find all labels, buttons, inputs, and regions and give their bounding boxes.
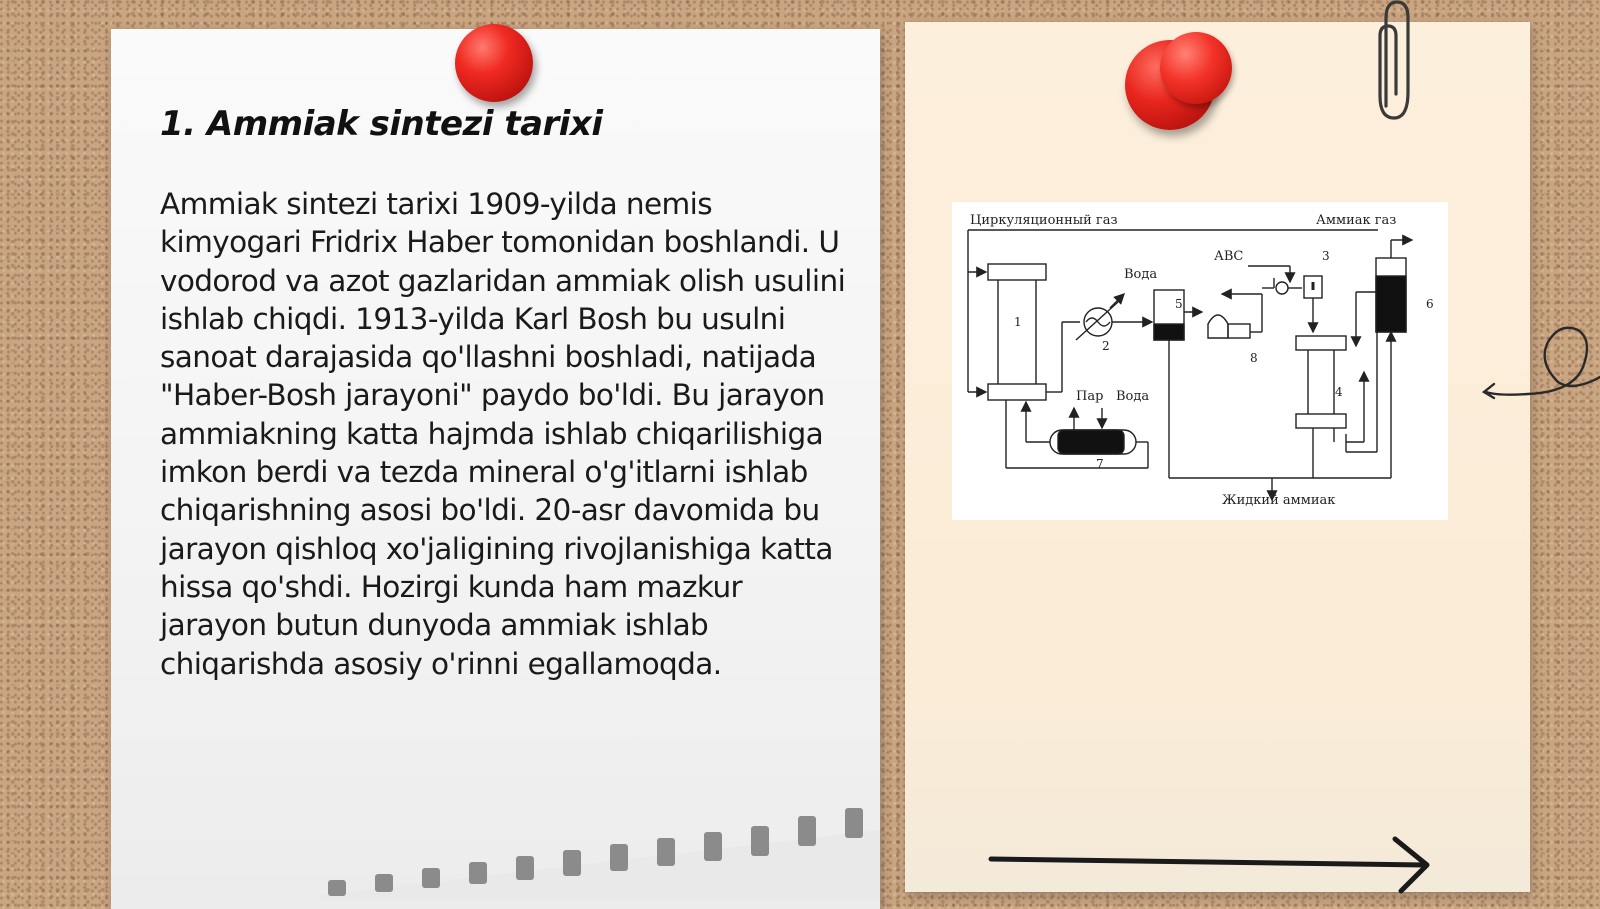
unit-number-7: 7 (1096, 457, 1104, 471)
label-steam: Пар (1076, 389, 1104, 404)
note-body: Ammiak sintezi tarixi 1909-yilda nemis kimyogari Fridrix Haber tomonidan boshlandi. U vodorod va azot gazlaridan ammiak olish usulini ishlab chiqdi. 1913-yilda Karl Bosh bu usulni sanoat darajasida qo'llashni boshladi, natijada "Haber-Bosh jarayoni" paydo bo'ldi. Bu jarayon ammiakning katta hajmda ishlab chiqarilishiga imkon berdi va tezda mineral o'g'itlarni ishlab chiqarishning asosi bo'ldi. 20-asr davomida bu jarayon qishloq xo'jaligining rivojlanishiga katta hissa qo'shdi. Hozirgi kunda ham mazkur jarayon butun dunyoda ammiak ishlab chiqarishda asosiy o'rinni egallamoqda. (160, 187, 846, 681)
torn-spiral-edge (320, 790, 880, 900)
unit-number-1: 1 (1014, 315, 1022, 329)
unit-number-5: 5 (1175, 297, 1183, 311)
unit-number-4: 4 (1335, 385, 1343, 399)
process-diagram (952, 202, 1448, 520)
curly-arrow-icon (1478, 312, 1600, 412)
unit-number-6: 6 (1426, 297, 1434, 311)
label-circulating-gas: Циркуляционный газ (970, 213, 1118, 228)
haber-bosch-flow-diagram (952, 202, 1448, 520)
label-water-bottom: Вода (1116, 389, 1150, 404)
label-abc: АВС (1214, 249, 1244, 264)
note-title: 1. Ammiak sintezi tarixi (160, 104, 603, 144)
pushpin-icon (455, 24, 533, 102)
pushpin-icon (1160, 32, 1232, 104)
label-water-top: Вода (1124, 267, 1158, 282)
label-liquid-ammonia: Жидкий аммиак (1222, 493, 1336, 508)
paperclip-icon (1372, 0, 1422, 126)
unit-number-2: 2 (1102, 339, 1110, 353)
arrow-right-icon (985, 835, 1445, 895)
label-ammonia-gas: Аммиак газ (1316, 213, 1397, 228)
unit-number-3: 3 (1322, 249, 1330, 263)
unit-number-8: 8 (1250, 351, 1258, 365)
